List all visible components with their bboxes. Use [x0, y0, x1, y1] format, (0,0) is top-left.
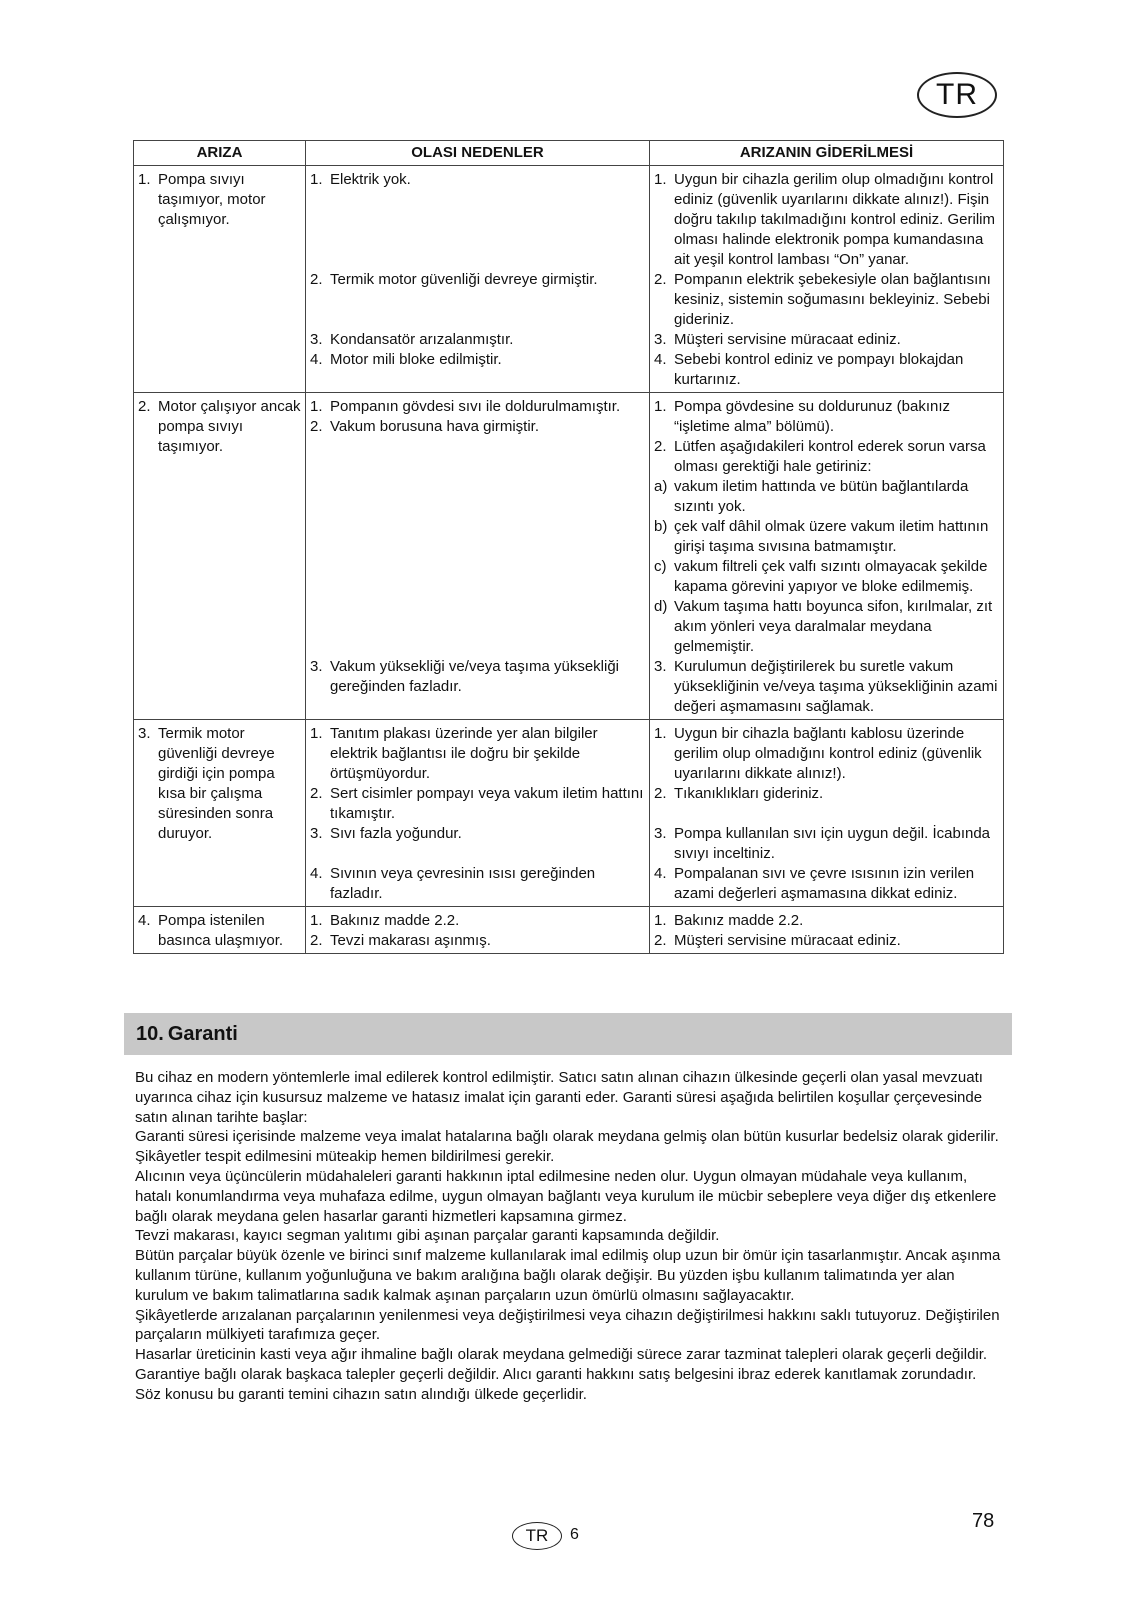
item-number: 2.: [138, 398, 151, 415]
item-number: 3.: [310, 658, 323, 675]
paragraph: Tevzi makarası, kayıcı segman yalıtımı gibi aşınan parçalar garanti kapsamında değildir.: [135, 1227, 720, 1245]
fault-text: Termik motor güvenliği devreye girdiği için pompa kısa bir çalışma süresinden sonra duruyor.: [158, 725, 275, 842]
paragraph: Hasarlar üreticinin kasti veya ağır ihmaline bağlı olarak meydana gelmediği sürece zarar tazminat talepleri olarak geçerli değildir.: [135, 1346, 988, 1364]
fault-text: Pompa istenilen basınca ulaşmıyor.: [158, 912, 284, 949]
remedy-text: Lütfen aşağıdakileri kontrol ederek sorun varsa olması gerektiği hale getiriniz:: [674, 438, 986, 475]
item-number: 1.: [310, 912, 323, 929]
remedy-text: Kurulumun değiştirilerek bu suretle vakum yüksekliğinin ve/veya taşıma yüksekliğinin azami değeri aşmamasını sağlamak.: [674, 658, 998, 715]
causes-cell: [306, 720, 650, 907]
paragraph: Garantiye bağlı olarak başkaca talepler geçerli değildir. Alıcı garanti hakkını satış belgesini ibraz ederek kanıtlamak zorundadır. Söz konusu bu garanti temini cihazın satın alındığı ülkede geçerlidir.: [135, 1365, 977, 1403]
item-number: 3.: [310, 331, 323, 348]
table-header-row: [134, 141, 1004, 166]
cause-text: Sert cisimler pompayı veya vakum iletim hattını tıkamıştır.: [330, 785, 644, 822]
item-number: 3.: [654, 825, 667, 842]
remedy-text: Tıkanıklıkları gideriniz.: [674, 785, 824, 802]
remedy-text: Pompanın elektrik şebekesiyle olan bağlantısını kesiniz, sistemin soğumasını bekleyiniz. Sebebi gideriniz.: [674, 271, 991, 328]
cause-text: Vakum borusuna hava girmiştir.: [330, 418, 539, 435]
remedy-text: Müşteri servisine müracaat ediniz.: [674, 932, 901, 949]
causes-cell: [306, 393, 650, 720]
cause-text: Tevzi makarası aşınmış.: [330, 932, 491, 949]
fault-cell: [134, 720, 306, 907]
paragraph: Bütün parçalar büyük özenle ve birinci sınıf malzeme kullanılarak imal edilmiş olup uzun bir ömür için tasarlanmıştır. Ancak aşınma kullanım türüne, kullanım yoğunluğuna ve bakım aralığına bağlı olarak değişir. Bu yüzden işbu kullanım talimatında yer alan kurulum ve bakım talimatlarına sadık kalmak aşınan parçaların uzun ömürlü olmasını sağlayacaktır.: [135, 1247, 1001, 1304]
cause-text: Pompanın gövdesi sıvı ile doldurulmamıştır.: [330, 398, 621, 415]
item-number: 4.: [310, 351, 323, 368]
item-letter: d): [654, 598, 668, 615]
cause-text: Bakınız madde 2.2.: [330, 912, 460, 929]
remedy-text: vakum filtreli çek valfı sızıntı olmayacak şekilde kapama görevini yapıyor ve bloke edilmemiş.: [674, 558, 988, 595]
header-fault: ARIZA: [134, 141, 306, 166]
causes-cell: [306, 166, 650, 393]
page-number: 78: [972, 1510, 995, 1532]
remedy-text: Müşteri servisine müracaat ediniz.: [674, 331, 901, 348]
item-number: 2.: [654, 785, 667, 802]
cause-text: Kondansatör arızalanmıştır.: [330, 331, 514, 348]
item-letter: c): [654, 558, 667, 575]
cause-text: Tanıtım plakası üzerinde yer alan bilgiler elektrik bağlantısı ile doğru bir şekilde örtüşmüyordur.: [330, 725, 598, 782]
header-remedy: ARIZANIN GİDERİLMESİ: [650, 141, 1004, 166]
footer-sub-page: 6: [570, 1526, 579, 1543]
item-number: 3.: [138, 725, 151, 742]
remedy-cell: [650, 720, 1004, 907]
item-number: 2.: [654, 932, 667, 949]
remedy-cell: [650, 907, 1004, 954]
item-number: 4.: [654, 865, 667, 882]
causes-cell: [306, 907, 650, 954]
cause-text: Termik motor güvenliği devreye girmiştir.: [330, 271, 598, 288]
item-letter: a): [654, 478, 668, 495]
remedy-text: Pompa kullanılan sıvı için uygun değil. İcabında sıvıyı inceltiniz.: [674, 825, 991, 862]
header-causes: OLASI NEDENLER: [306, 141, 650, 166]
item-number: 3.: [310, 825, 323, 842]
item-number: 2.: [654, 438, 667, 455]
item-number: 1.: [310, 171, 323, 188]
fault-cell: [134, 166, 306, 393]
remedy-text: Uygun bir cihazla gerilim olup olmadığını kontrol ediniz (güvenlik uyarılarını dikkate alınız!). Fişin doğru takılıp takılmadığını kontrol ediniz. Gerilim olması halinde elektronik pompa kumandasına ait yeşil kontrol lambası “On” yanar.: [674, 171, 995, 268]
table-row: [134, 907, 1004, 954]
table-row: [134, 720, 1004, 907]
footer-language-badge: TR: [512, 1522, 562, 1550]
item-number: 4.: [138, 912, 151, 929]
item-number: 1.: [654, 171, 667, 188]
fault-cell: [134, 393, 306, 720]
item-number: 2.: [654, 271, 667, 288]
table-row: [134, 166, 1004, 393]
remedy-text: Pompa gövdesine su doldurunuz (bakınız “işletime alma” bölümü).: [674, 398, 951, 435]
item-number: 2.: [310, 418, 323, 435]
item-number: 4.: [310, 865, 323, 882]
item-number: 2.: [310, 932, 323, 949]
item-letter: b): [654, 518, 668, 535]
item-number: 1.: [654, 912, 667, 929]
remedy-text: çek valf dâhil olmak üzere vakum iletim hattının girişi taşıma sıvısına batmamıştır.: [674, 518, 989, 555]
remedy-text: Bakınız madde 2.2.: [674, 912, 804, 929]
item-number: 2.: [310, 271, 323, 288]
cause-text: Sıvının veya çevresinin ısısı gereğinden fazladır.: [330, 865, 596, 902]
item-number: 1.: [654, 398, 667, 415]
cause-text: Sıvı fazla yoğundur.: [330, 825, 462, 842]
section-heading: [124, 1013, 1012, 1055]
remedy-text: vakum iletim hattında ve bütün bağlantılarda sızıntı yok.: [674, 478, 969, 515]
remedy-text: Sebebi kontrol ediniz ve pompayı blokajdan kurtarınız.: [674, 351, 964, 388]
table-row: [134, 393, 1004, 720]
remedy-text: Uygun bir cihazla bağlantı kablosu üzerinde gerilim olup olmadığını kontrol ediniz (güvenlik uyarılarını dikkate alınız!).: [674, 725, 982, 782]
item-number: 4.: [654, 351, 667, 368]
item-number: 2.: [310, 785, 323, 802]
item-number: 3.: [654, 658, 667, 675]
paragraph: Garanti süresi içerisinde malzeme veya imalat hatalarına bağlı olarak meydana gelmiş olan bütün kusurlar bedelsiz olarak giderilir. Şikâyetler tespit edilmesini müteakip hemen bildirilmesi gerekir.: [135, 1128, 999, 1166]
paragraph: Alıcının veya üçüncülerin müdahaleleri garanti hakkının iptal edilmesine neden olur. Uygun olmayan müdahale veya kullanım, hatalı konumlandırma veya muhafaza edilme, uygun olmayan bağlantı veya kurulum ile mücbir sebeplere veya diğer dış etkenlere bağlı olarak meydana gelen hasarlar garanti hizmetleri kapsamına girmez.: [135, 1167, 997, 1225]
paragraph: Bu cihaz en modern yöntemlerle imal edilerek kontrol edilmiştir. Satıcı satın alınan cihazın ülkesinde geçerli olan yasal mevzuatı uyarınca cihaz için kusursuz malzeme ve hatasız imalat için garanti eder. Garanti süresi aşağıda belirtilen koşullar çerçevesinde satın alınan tarihte başlar:: [135, 1069, 983, 1126]
paragraph: Şikâyetlerde arızalanan parçalarının yenilenmesi veya değiştirilmesi veya cihazın değiştirilmesi hakkını saklı tutuyoruz. Değiştirilen parçaların mülkiyeti tarafımıza geçer.: [135, 1306, 1000, 1344]
cause-text: Vakum yüksekliği ve/veya taşıma yüksekliği gereğinden fazladır.: [330, 658, 619, 695]
fault-cell: [134, 907, 306, 954]
remedy-text: Pompalanan sıvı ve çevre ısısının izin verilen azami değerleri aşmamasına dikkat ediniz.: [674, 865, 975, 902]
remedy-cell: [650, 393, 1004, 720]
item-number: 1.: [138, 171, 151, 188]
section-title: Garanti: [167, 1022, 238, 1045]
cause-text: Motor mili bloke edilmiştir.: [330, 351, 502, 368]
fault-text: Motor çalışıyor ancak pompa sıvıyı taşımıyor.: [158, 398, 301, 455]
fault-text: Pompa sıvıyı taşımıyor, motor çalışmıyor.: [158, 171, 266, 228]
item-number: 1.: [654, 725, 667, 742]
troubleshooting-table: [133, 140, 1004, 954]
language-badge: TR: [917, 72, 997, 118]
item-number: 1.: [310, 725, 323, 742]
section-number: 10.: [136, 1022, 164, 1045]
item-number: 3.: [654, 331, 667, 348]
warranty-text: [135, 1068, 1005, 1405]
remedy-cell: [650, 166, 1004, 393]
cause-text: Elektrik yok.: [330, 171, 411, 188]
item-number: 1.: [310, 398, 323, 415]
remedy-text: Vakum taşıma hattı boyunca sifon, kırılmalar, zıt akım yönleri veya daralmalar meydana gelmemiştir.: [674, 598, 993, 655]
